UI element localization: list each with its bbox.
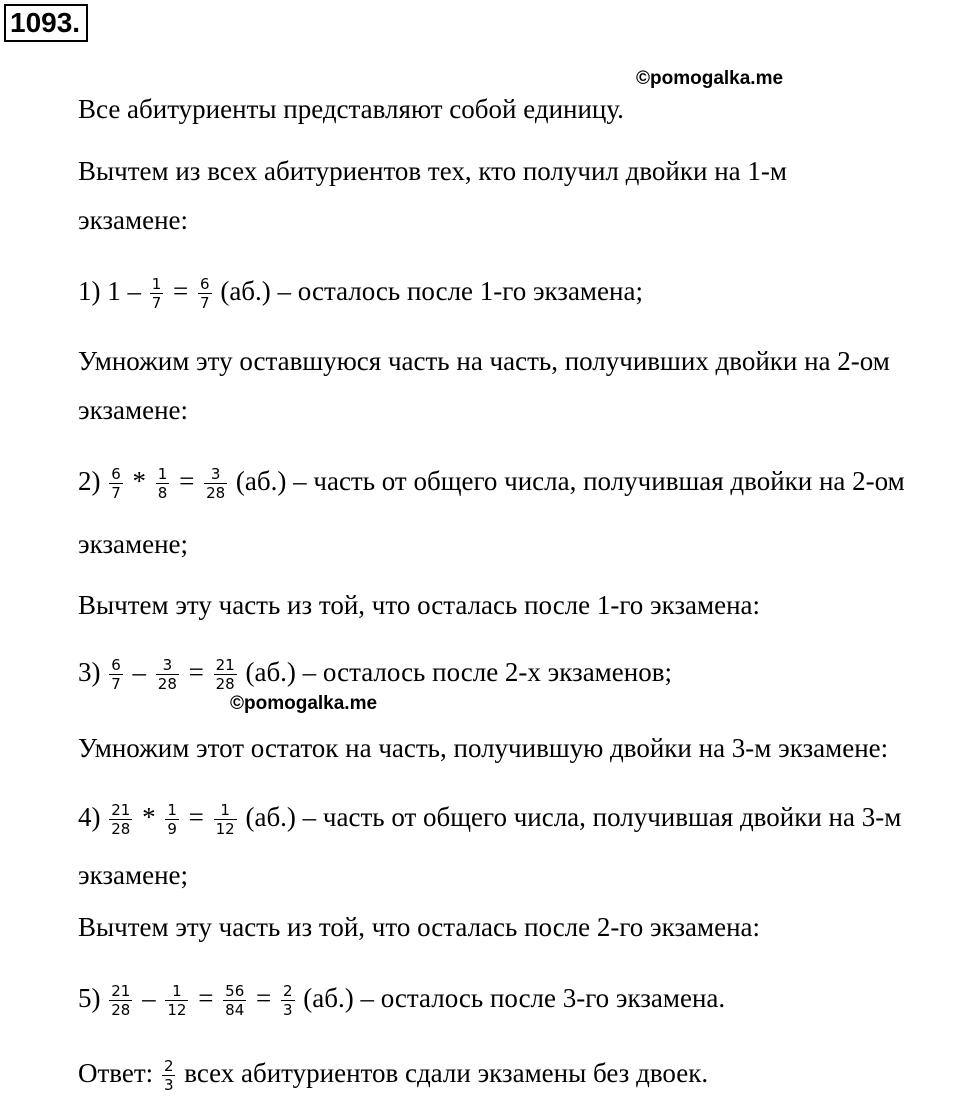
paragraph-4: Умножим этот остаток на часть, получившую двойки на 3-м экзамене: — [78, 733, 889, 763]
step-label: 3) — [78, 657, 101, 687]
step-text: (аб.) – осталось после 3-го экзамена. — [303, 983, 726, 1013]
paragraph-1-line-1: Вычтем из всех абитуриентов тех, кто получил двойки на 1-м — [78, 156, 787, 186]
step-label: 4) — [78, 802, 101, 832]
fraction: $\frac{1}{12}$ — [167, 982, 187, 1020]
operator: – — [132, 657, 147, 687]
answer-text: всех абитуриентов сдали экзамены без двоек. — [184, 1058, 709, 1088]
watermark: ©pomogalka.me — [230, 693, 378, 714]
paragraph-1-line-2: экзамене: — [78, 205, 189, 235]
step-text: (аб.) – осталось после 2-х экзаменов; — [245, 657, 672, 687]
watermark: ©pomogalka.me — [636, 68, 784, 89]
paragraph-2-line-1: Умножим эту оставшуюся часть на часть, получивших двойки на 2-ом — [78, 346, 890, 376]
fraction: $\frac{6}{7}$ — [111, 465, 121, 503]
operator: * — [142, 802, 156, 832]
problem-number: 1093. — [4, 4, 88, 42]
step-4-line-2: экзамене; — [78, 860, 189, 890]
operator: = — [188, 657, 204, 687]
fraction: $\frac{21}{28}$ — [111, 801, 131, 839]
paragraph-3: Вычтем эту часть из той, что осталась после 1-го экзамена: — [78, 590, 761, 620]
fraction: $\frac{21}{28}$ — [215, 656, 235, 694]
fraction: $\frac{1}{12}$ — [215, 801, 235, 839]
paragraph-5: Вычтем эту часть из той, что осталась после 2-го экзамена: — [78, 912, 761, 942]
fraction: $\frac{1}{9}$ — [167, 801, 177, 839]
operator: = — [179, 466, 195, 496]
step-text: (аб.) – осталось после 1-го экзамена; — [220, 276, 643, 306]
step-label: 1) 1 – — [78, 276, 141, 306]
fraction: $\frac{21}{28}$ — [111, 982, 131, 1020]
operator: = — [198, 983, 214, 1013]
step-text: (аб.) – часть от общего числа, получившая двойки на 2-ом — [235, 466, 905, 496]
step-2 — [78, 464, 905, 502]
intro-text: Все абитуриенты представляют собой единицу. — [78, 94, 624, 124]
step-3 — [78, 655, 672, 693]
fraction: $\frac{3}{28}$ — [157, 656, 177, 694]
operator: * — [132, 466, 147, 496]
fraction: $\frac{6}{7}$ — [111, 656, 121, 694]
operator: – — [142, 983, 156, 1013]
fraction: $\frac{1}{7}$ — [151, 275, 162, 313]
step-label: 5) — [78, 983, 101, 1013]
step-2-line-2: экзамене; — [78, 529, 189, 559]
operator: = — [173, 276, 189, 306]
step-5 — [78, 981, 725, 1019]
step-text: (аб.) – часть от общего числа, получившая двойки на 3-м — [245, 802, 902, 832]
paragraph-2-line-2: экзамене: — [78, 395, 189, 425]
fraction: $\frac{1}{8}$ — [157, 465, 168, 503]
step-4 — [78, 800, 901, 838]
operator: = — [256, 983, 272, 1013]
fraction: $\frac{6}{7}$ — [200, 275, 210, 313]
fraction: $\frac{2}{3}$ — [163, 1057, 174, 1095]
step-label: 2) — [78, 466, 101, 496]
fraction: $\frac{2}{3}$ — [283, 982, 293, 1020]
step-1 — [78, 274, 643, 312]
answer-label: Ответ: — [78, 1058, 154, 1088]
fraction: $\frac{3}{28}$ — [206, 465, 226, 503]
answer — [78, 1056, 708, 1094]
operator: = — [188, 802, 204, 832]
fraction: $\frac{56}{84}$ — [225, 982, 245, 1020]
